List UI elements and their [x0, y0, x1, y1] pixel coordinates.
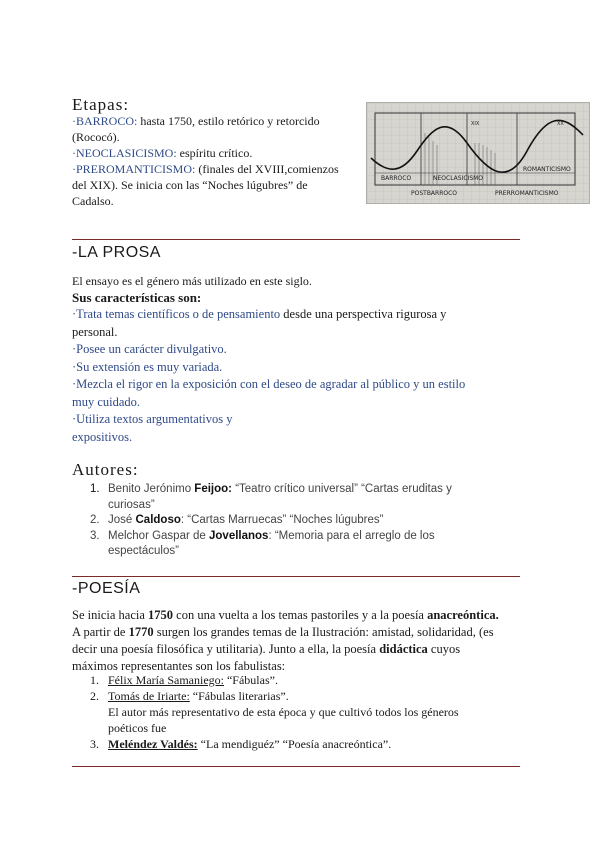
poesia-line-2	[72, 624, 532, 641]
prosa-characteristics	[72, 306, 532, 446]
poesia-text: decir una poesía filosófica y utilitaria). Junto a ella, la poesía	[72, 642, 380, 656]
barroco-text-2: (Rococó).	[72, 130, 120, 144]
etapas-title: Etapas:	[72, 95, 130, 114]
label-neoclasicismo: NEOCLASICISMO	[433, 175, 484, 182]
fabulista-num: 2.	[90, 689, 99, 703]
divider	[72, 239, 520, 240]
author-num: 2.	[90, 514, 100, 526]
fabulista-iriarte	[90, 688, 520, 704]
periods-diagram	[367, 103, 589, 203]
barroco-label: ·BARROCO:	[72, 114, 138, 128]
prosa-subtitle: Sus características son:	[72, 290, 202, 305]
fabulista-work: “Fábulas”.	[223, 673, 278, 687]
author-work: : “Memoria para el arreglo de los	[268, 529, 435, 542]
poet-melendez	[90, 736, 520, 752]
poesia-text: Se inicia hacia	[72, 608, 149, 622]
fabulista-work: “Fábulas literarias”.	[189, 689, 289, 703]
prerromanticismo-text-3: Cadalso.	[72, 194, 114, 208]
autores-list	[90, 482, 510, 560]
poesia-line-3	[72, 641, 532, 658]
fabulista-name: Tomás de Iriarte:	[108, 689, 190, 703]
poesia-text: A partir de	[72, 625, 129, 639]
author-num: 3.	[90, 529, 100, 542]
characteristic-5-a: ·Utiliza textos argumentativos y	[72, 412, 233, 426]
author-item-feijoo	[90, 482, 510, 513]
characteristic-3: ·Su extensión es muy variada.	[72, 359, 223, 374]
author-name: Jovellanos	[209, 529, 269, 542]
prosa-body	[72, 273, 532, 446]
label-postbarroco: POSTBARROCO	[411, 190, 458, 197]
author-name: Caldoso	[135, 514, 181, 526]
author-item-jovellanos	[90, 529, 510, 560]
label-prerromanticismo: PRERROMANTICISMO	[495, 190, 559, 197]
year-1750: 1750	[148, 608, 174, 622]
fabulista-name: Félix María Samaniego:	[108, 673, 224, 687]
prosa-title: -LA PROSA	[72, 244, 161, 261]
characteristic-1-c: personal.	[72, 324, 118, 339]
characteristic-4-b: muy cuidado.	[72, 394, 141, 409]
prerromanticismo-line	[72, 161, 372, 177]
fabulista-samaniego	[90, 672, 520, 688]
characteristic-1-a: ·Trata temas científicos o de pensamiento	[72, 307, 281, 321]
neoclasicismo-label: ·NEOCLASICISMO:	[72, 146, 177, 160]
fabulista-num: 1.	[90, 673, 99, 687]
divider	[72, 576, 520, 577]
prerromanticismo-text-2: del XIX). Se inicia con las “Noches lúgubres” de	[72, 178, 308, 192]
author-num: 1.	[90, 483, 100, 495]
characteristic-5-b: expositivos.	[72, 429, 133, 444]
characteristic-2: ·Posee un carácter divulgativo.	[72, 342, 227, 356]
characteristic-1-b: desde una perspectiva rigurosa y	[280, 307, 447, 321]
author-pre: José	[108, 514, 136, 526]
author-pre: Benito Jerónimo	[108, 483, 195, 495]
label-xix: XIX	[471, 121, 480, 127]
author-work-cont: espectáculos”	[108, 545, 179, 557]
etapas-list	[72, 113, 372, 209]
author-name: Feijoo:	[194, 483, 232, 495]
author-pre: Melchor Gaspar de	[108, 529, 209, 542]
representative-note-cont: poéticos fue	[108, 721, 167, 735]
poet-name: Meléndez Valdés:	[108, 737, 198, 751]
periods-diagram-photo	[366, 102, 590, 204]
prerromanticismo-label: ·PREROMANTICISMO:	[72, 162, 196, 176]
label-romanticismo: ROMANTICISMO	[523, 166, 571, 173]
poesia-text: surgen los grandes temas de la Ilustración: amistad, solidaridad, (es	[153, 625, 494, 639]
divider	[72, 766, 520, 767]
neoclasicismo-text: espíritu crítico.	[176, 146, 253, 160]
characteristic-1	[72, 306, 532, 324]
author-item-caldoso	[90, 513, 510, 529]
neoclasicismo-line	[72, 145, 372, 161]
author-work-cont: curiosas”	[108, 498, 155, 511]
prosa-intro: El ensayo es el género más utilizado en este siglo.	[72, 274, 312, 288]
label-xx: XX	[557, 121, 564, 127]
year-1770: 1770	[128, 625, 154, 639]
anacreontica-term: anacreóntica.	[427, 608, 499, 622]
representative-note: El autor más representativo de esta época y que cultivó todos los géneros	[108, 705, 459, 719]
poet-num: 3.	[90, 737, 99, 751]
poesia-line-4: máximos representantes son los fabulistas:	[72, 659, 286, 673]
poesia-text: con una vuelta a los temas pastoriles y a la poesía	[173, 608, 428, 622]
poesia-body	[72, 607, 532, 675]
poesia-line-1	[72, 607, 532, 624]
poesia-title: -POESÍA	[72, 580, 141, 597]
author-work: “Teatro crítico universal” “Cartas eruditas y	[232, 483, 452, 495]
barroco-text: hasta 1750, estilo retórico y retorcido	[137, 114, 320, 128]
characteristic-4-a: ·Mezcla el rigor en la exposición con el deseo de agradar al público y un estilo	[72, 377, 466, 391]
label-barroco: BARROCO	[381, 175, 412, 182]
barroco-line	[72, 113, 372, 129]
poet-work: “La mendiguéz” “Poesía anacreóntica”.	[197, 737, 392, 751]
didactica-term: didáctica	[379, 642, 428, 656]
poesia-text: cuyos	[427, 642, 461, 656]
prerromanticismo-text: (finales del XVIII,comienzos	[195, 162, 339, 176]
fabulistas-list	[90, 672, 520, 752]
author-work: : “Cartas Marruecas” “Noches lúgubres”	[180, 514, 384, 526]
autores-title: Autores:	[72, 460, 139, 479]
